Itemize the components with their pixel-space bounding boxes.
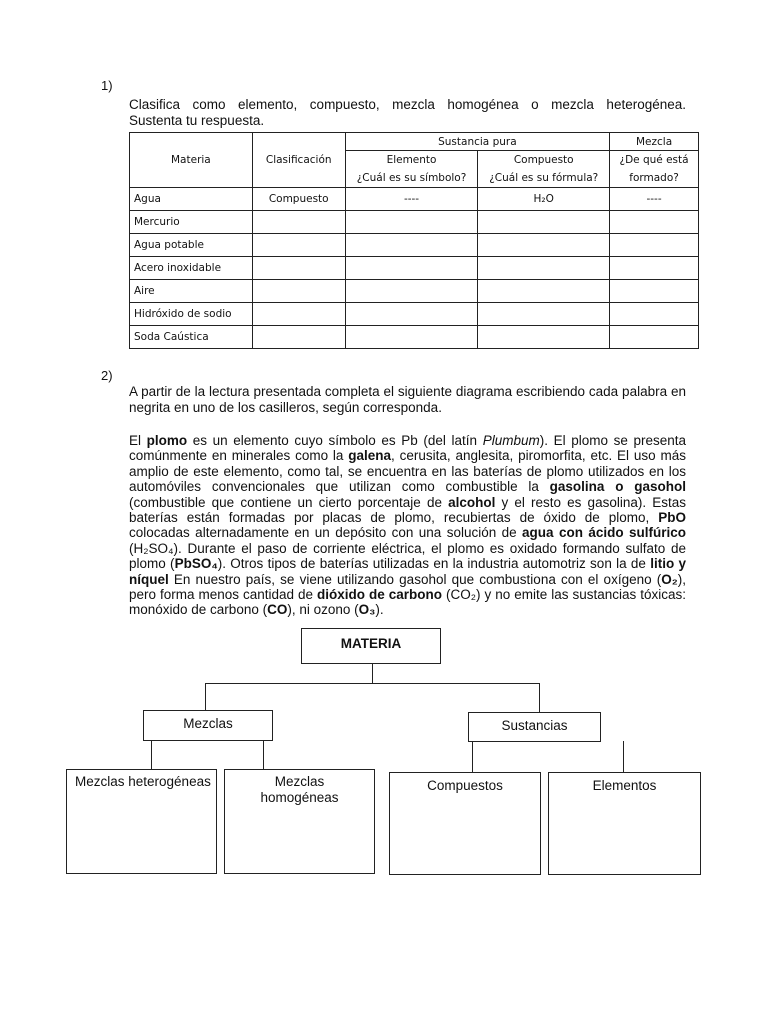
header-mezcla-question-1: ¿De qué está bbox=[610, 151, 699, 169]
header-elemento-question: ¿Cuál es su símbolo? bbox=[345, 168, 478, 188]
cell-compuesto[interactable] bbox=[478, 280, 610, 303]
cell-mezcla[interactable] bbox=[610, 303, 699, 326]
header-mezcla-question-2: formado? bbox=[610, 168, 699, 188]
cell-mezcla[interactable] bbox=[610, 234, 699, 257]
bold-term: dióxido de carbono bbox=[317, 587, 443, 603]
diagram-box-elementos[interactable]: Elementos bbox=[548, 772, 701, 875]
header-compuesto-question: ¿Cuál es su fórmula? bbox=[478, 168, 610, 188]
cell-mezcla[interactable]: ---- bbox=[610, 188, 699, 211]
cell-compuesto[interactable] bbox=[478, 326, 610, 349]
connector-line bbox=[623, 741, 624, 773]
header-sustancia-pura: Sustancia pura bbox=[345, 133, 609, 151]
diagram-box-materia: MATERIA bbox=[301, 628, 441, 664]
cell-compuesto[interactable] bbox=[478, 211, 610, 234]
question-number-2: 2) bbox=[101, 368, 113, 383]
connector-line bbox=[205, 683, 206, 711]
cell-clasificacion[interactable] bbox=[252, 280, 345, 303]
connector-line bbox=[539, 683, 540, 713]
cell-clasificacion[interactable] bbox=[252, 257, 345, 280]
header-compuesto: Compuesto bbox=[478, 151, 610, 169]
cell-mezcla[interactable] bbox=[610, 211, 699, 234]
bold-term: CO bbox=[267, 602, 288, 618]
cell-elemento[interactable] bbox=[345, 211, 478, 234]
bold-term: plomo bbox=[146, 433, 188, 448]
header-materia: Materia bbox=[130, 133, 253, 188]
cell-elemento[interactable] bbox=[345, 257, 478, 280]
cell-elemento[interactable]: ---- bbox=[345, 188, 478, 211]
bold-term: PbO bbox=[658, 510, 686, 526]
bold-term: PbSO₄ bbox=[174, 556, 218, 572]
bold-term: galena bbox=[348, 448, 392, 464]
cell-clasificacion[interactable]: Compuesto bbox=[252, 188, 345, 211]
question-1-instruction-line1: Clasifica como elemento, compuesto, mezcla homogénea o mezcla heterogénea. bbox=[129, 97, 686, 112]
connector-line bbox=[263, 740, 264, 770]
cell-elemento[interactable] bbox=[345, 303, 478, 326]
connector-line bbox=[205, 683, 540, 684]
header-elemento: Elemento bbox=[345, 151, 478, 169]
header-clasificacion: Clasificación bbox=[252, 133, 345, 188]
cell-materia: Acero inoxidable bbox=[130, 257, 253, 280]
cell-mezcla[interactable] bbox=[610, 280, 699, 303]
table-row bbox=[130, 211, 699, 234]
cell-mezcla[interactable] bbox=[610, 326, 699, 349]
bold-term: O₃ bbox=[358, 602, 376, 618]
cell-materia: Mercurio bbox=[130, 211, 253, 234]
diagram-box-mezclas: Mezclas bbox=[143, 710, 273, 741]
cell-clasificacion[interactable] bbox=[252, 303, 345, 326]
cell-materia: Agua potable bbox=[130, 234, 253, 257]
cell-elemento[interactable] bbox=[345, 326, 478, 349]
connector-line bbox=[372, 663, 373, 683]
cell-compuesto[interactable] bbox=[478, 257, 610, 280]
question-1-instruction-line2: Sustenta tu respuesta. bbox=[129, 113, 265, 128]
bold-term: alcohol bbox=[448, 494, 496, 510]
bold-term: O₂ bbox=[661, 571, 678, 587]
cell-compuesto[interactable] bbox=[478, 234, 610, 257]
diagram-box-mezclas-homogeneas[interactable]: Mezclas homogéneas bbox=[224, 769, 375, 874]
cell-materia: Hidróxido de sodio bbox=[130, 303, 253, 326]
table-row bbox=[130, 326, 699, 349]
classification-table bbox=[129, 132, 699, 349]
table-row bbox=[130, 303, 699, 326]
cell-compuesto[interactable]: H₂O bbox=[478, 188, 610, 211]
bold-term: litio y níquel bbox=[129, 556, 687, 587]
cell-mezcla[interactable] bbox=[610, 257, 699, 280]
cell-materia: Soda Caústica bbox=[130, 326, 253, 349]
cell-clasificacion[interactable] bbox=[252, 326, 345, 349]
connector-line bbox=[151, 740, 152, 770]
question-2-instruction: A partir de la lectura presentada completa el siguiente diagrama escribiendo cada palabra en negrita en uno de los casilleros, según corresponda. bbox=[129, 384, 686, 415]
cell-materia: Aire bbox=[130, 280, 253, 303]
connector-line bbox=[472, 741, 473, 773]
question-number-1: 1) bbox=[101, 78, 113, 93]
cell-elemento[interactable] bbox=[345, 234, 478, 257]
diagram-box-sustancias: Sustancias bbox=[468, 712, 601, 742]
bold-term: agua con ácido sulfúrico bbox=[522, 525, 686, 541]
cell-clasificacion[interactable] bbox=[252, 234, 345, 257]
cell-compuesto[interactable] bbox=[478, 303, 610, 326]
table-row bbox=[130, 188, 699, 211]
diagram-box-compuestos[interactable]: Compuestos bbox=[389, 772, 541, 875]
cell-materia: Agua bbox=[130, 188, 253, 211]
table-row bbox=[130, 280, 699, 303]
bold-term: gasolina o gasohol bbox=[549, 479, 686, 495]
cell-clasificacion[interactable] bbox=[252, 211, 345, 234]
reading-passage: El plomo es un elemento cuyo símbolo es Pb (del latín Plumbum). El plomo se presenta comúnmente en minerales como la galena, cerusita, anglesita, piromorfita, etc. El uso más amplio de este elemento, como tal, se encuentra en las baterías de plomo utilizados en los automóviles convencionales que utilizan como combustible la gasolina o gasohol (combustible que contiene un cierto porcentaje de alcohol y el resto es gasolina). Estas baterías están formadas por placas de plomo, recubiertas de óxido de plomo, PbO colocadas alternadamente en un depósito con una solución de agua con ácido sulfúrico (H₂SO₄). Durante el paso de corriente eléctrica, el plomo es oxidado formando sulfato de plomo (PbSO₄). Otros tipos de baterías utilizadas en la industria automotriz son la de litio y níquel En nuestro país, se viene utilizando gasohol que combustiona con el oxígeno (O₂), pero forma menos cantidad de dióxido de carbono (CO₂) y no emite las sustancias tóxicas: monóxido de carbono (CO), ni ozono (O₃). bbox=[129, 433, 687, 618]
table-row bbox=[130, 257, 699, 280]
header-mezcla: Mezcla bbox=[610, 133, 699, 151]
table-row bbox=[130, 234, 699, 257]
cell-elemento[interactable] bbox=[345, 280, 478, 303]
diagram-box-mezclas-heterogeneas[interactable]: Mezclas heterogéneas bbox=[66, 769, 217, 874]
